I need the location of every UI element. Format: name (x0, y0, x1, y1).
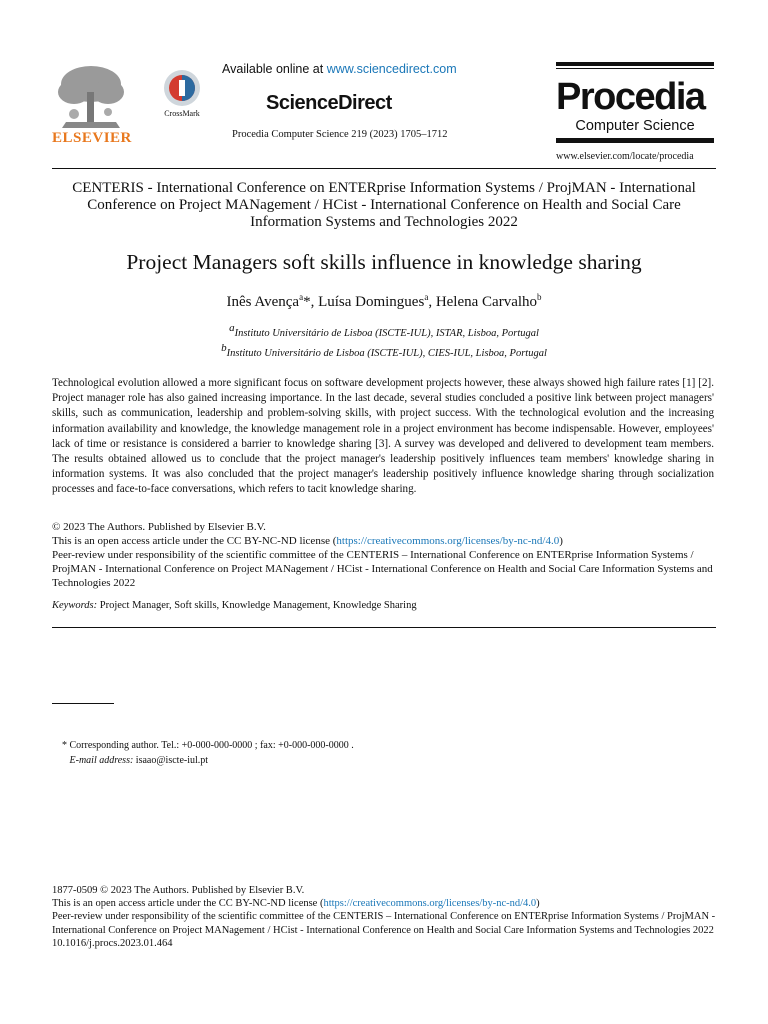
author-affil-mark: b (537, 292, 542, 302)
keywords-label: Keywords: (52, 600, 98, 611)
logo-rule-top-thin (556, 68, 714, 69)
issn-line: 1877-0509 © 2023 The Authors. Published by Elsevier B.V. (52, 885, 305, 896)
conference-name: CENTERIS - International Conference on ENTERprise Information Systems / ProjMAN - International Conference on Project MANagement / HCist - International Conference on Health and Social Care Information Systems and Technologies 2022 (72, 180, 696, 230)
license-suffix: ) (536, 898, 540, 910)
crossmark-label: CrossMark (164, 109, 200, 118)
available-online (222, 62, 457, 76)
footnote (62, 738, 354, 768)
affiliation-key: a (229, 322, 235, 334)
license-link[interactable]: https://creativecommons.org/licenses/by-nc-nd/4.0 (336, 535, 560, 547)
journal-url[interactable]: www.elsevier.com/locate/procedia (556, 151, 694, 162)
crossmark-icon[interactable] (158, 68, 206, 120)
logo-rule-bottom (556, 139, 714, 143)
corresponding-mark: * (303, 294, 311, 310)
author-name: Helena Carvalho (435, 294, 538, 310)
author-name: Inês Avença (226, 294, 300, 310)
author-affil-mark: a (299, 292, 304, 302)
procedia-subtitle: Computer Science (575, 118, 695, 134)
affiliation-key: b (221, 342, 227, 354)
paper-title: Project Managers soft skills influence in knowledge sharing (126, 250, 642, 274)
abstract: Technological evolution allowed a more significant focus on software development projects however, these always showed high failure rates [1] [2]. Project manager role has also gained increasing importance. In the last decade, several studies concluded a positive link between project managers' skills, such as communication, leadership and problem-solving skills, with project success. With the technological evolution and the increasing information availability and knowledge, the knowledge management role in a project environment has become indispensable. However, employees' lack of time or resistance is considered a barrier to knowledge sharing [3]. A survey was developed and delivered to development team members. The results obtained allowed us to conclude that the project manager's leadership positively influences team members' knowledge sharing in information systems. It was also concluded that the project manager's leadership positively influence knowledge sharing through socialization processes and face-to-face conversations, which refers to tacit knowledge sharing. (52, 377, 714, 496)
email-label: E-mail address: (69, 755, 134, 766)
license-prefix: This is an open access article under the CC BY-NC-ND license ( (52, 535, 337, 547)
available-prefix: Available online at (222, 62, 327, 76)
bottom-peer-review: Peer-review under responsibility of the scientific committee of the CENTERIS – International Conference on ENTERprise Information Systems / ProjMAN - International Conference on Project MANagement / HCist - International Conference on Health and Social Care Information Systems and Technologies 2022 (52, 911, 716, 936)
procedia-logo (556, 62, 714, 143)
license-suffix: ) (559, 535, 563, 547)
logo-rule-top (556, 62, 714, 66)
keywords (52, 600, 716, 611)
affiliation-a (52, 322, 716, 339)
sciencedirect-title: ScienceDirect (266, 92, 392, 114)
sciencedirect-link[interactable]: www.sciencedirect.com (326, 62, 457, 76)
email-line (62, 753, 354, 768)
email-address[interactable]: isaao@iscte-iul.pt (135, 755, 209, 766)
affiliation-text: Instituto Universitário de Lisboa (ISCTE-IUL), ISTAR, Lisboa, Portugal (234, 328, 539, 339)
copyright-line: © 2023 The Authors. Published by Elsevier B.V. (52, 521, 266, 533)
license-link[interactable]: https://creativecommons.org/licenses/by-nc-nd/4.0 (323, 898, 537, 910)
procedia-wordmark: Procedia (556, 76, 705, 118)
corresponding-author-note: * Corresponding author. Tel.: +0-000-000-0000 ; fax: +0-000-000-0000 . (62, 740, 354, 751)
license-prefix: This is an open access article under the CC BY-NC-ND license ( (52, 898, 324, 910)
license-line (52, 534, 716, 548)
header-divider (52, 168, 716, 169)
keywords-list: Project Manager, Soft skills, Knowledge Management, Knowledge Sharing (99, 600, 417, 611)
author-name: Luísa Domingues (318, 294, 425, 310)
copyright-block (52, 520, 716, 590)
elsevier-wordmark: ELSEVIER (52, 130, 132, 146)
author-affil-mark: a (424, 292, 429, 302)
publication-info (52, 884, 716, 950)
abstract-divider (52, 627, 716, 628)
doi[interactable]: 10.1016/j.procs.2023.01.464 (52, 937, 173, 949)
affiliation-text: Instituto Universitário de Lisboa (ISCTE-IUL), CIES-IUL, Lisboa, Portugal (226, 348, 547, 359)
author-list: Inês Avença$^a$*, Luísa Domingues$^a$, Helena Carvalho$^b$ (226, 292, 542, 310)
bottom-license-line (52, 897, 716, 910)
footnote-divider (52, 703, 114, 704)
journal-reference: Procedia Computer Science 219 (2023) 1705–1712 (232, 129, 448, 140)
peer-review-line: Peer-review under responsibility of the scientific committee of the CENTERIS – International Conference on ENTERprise Information Systems / ProjMAN - International Conference on Project MANagement / HCist - International Conference on Health and Social Care Information Systems and Technologies 2022 (52, 549, 713, 589)
affiliation-b (52, 342, 716, 359)
